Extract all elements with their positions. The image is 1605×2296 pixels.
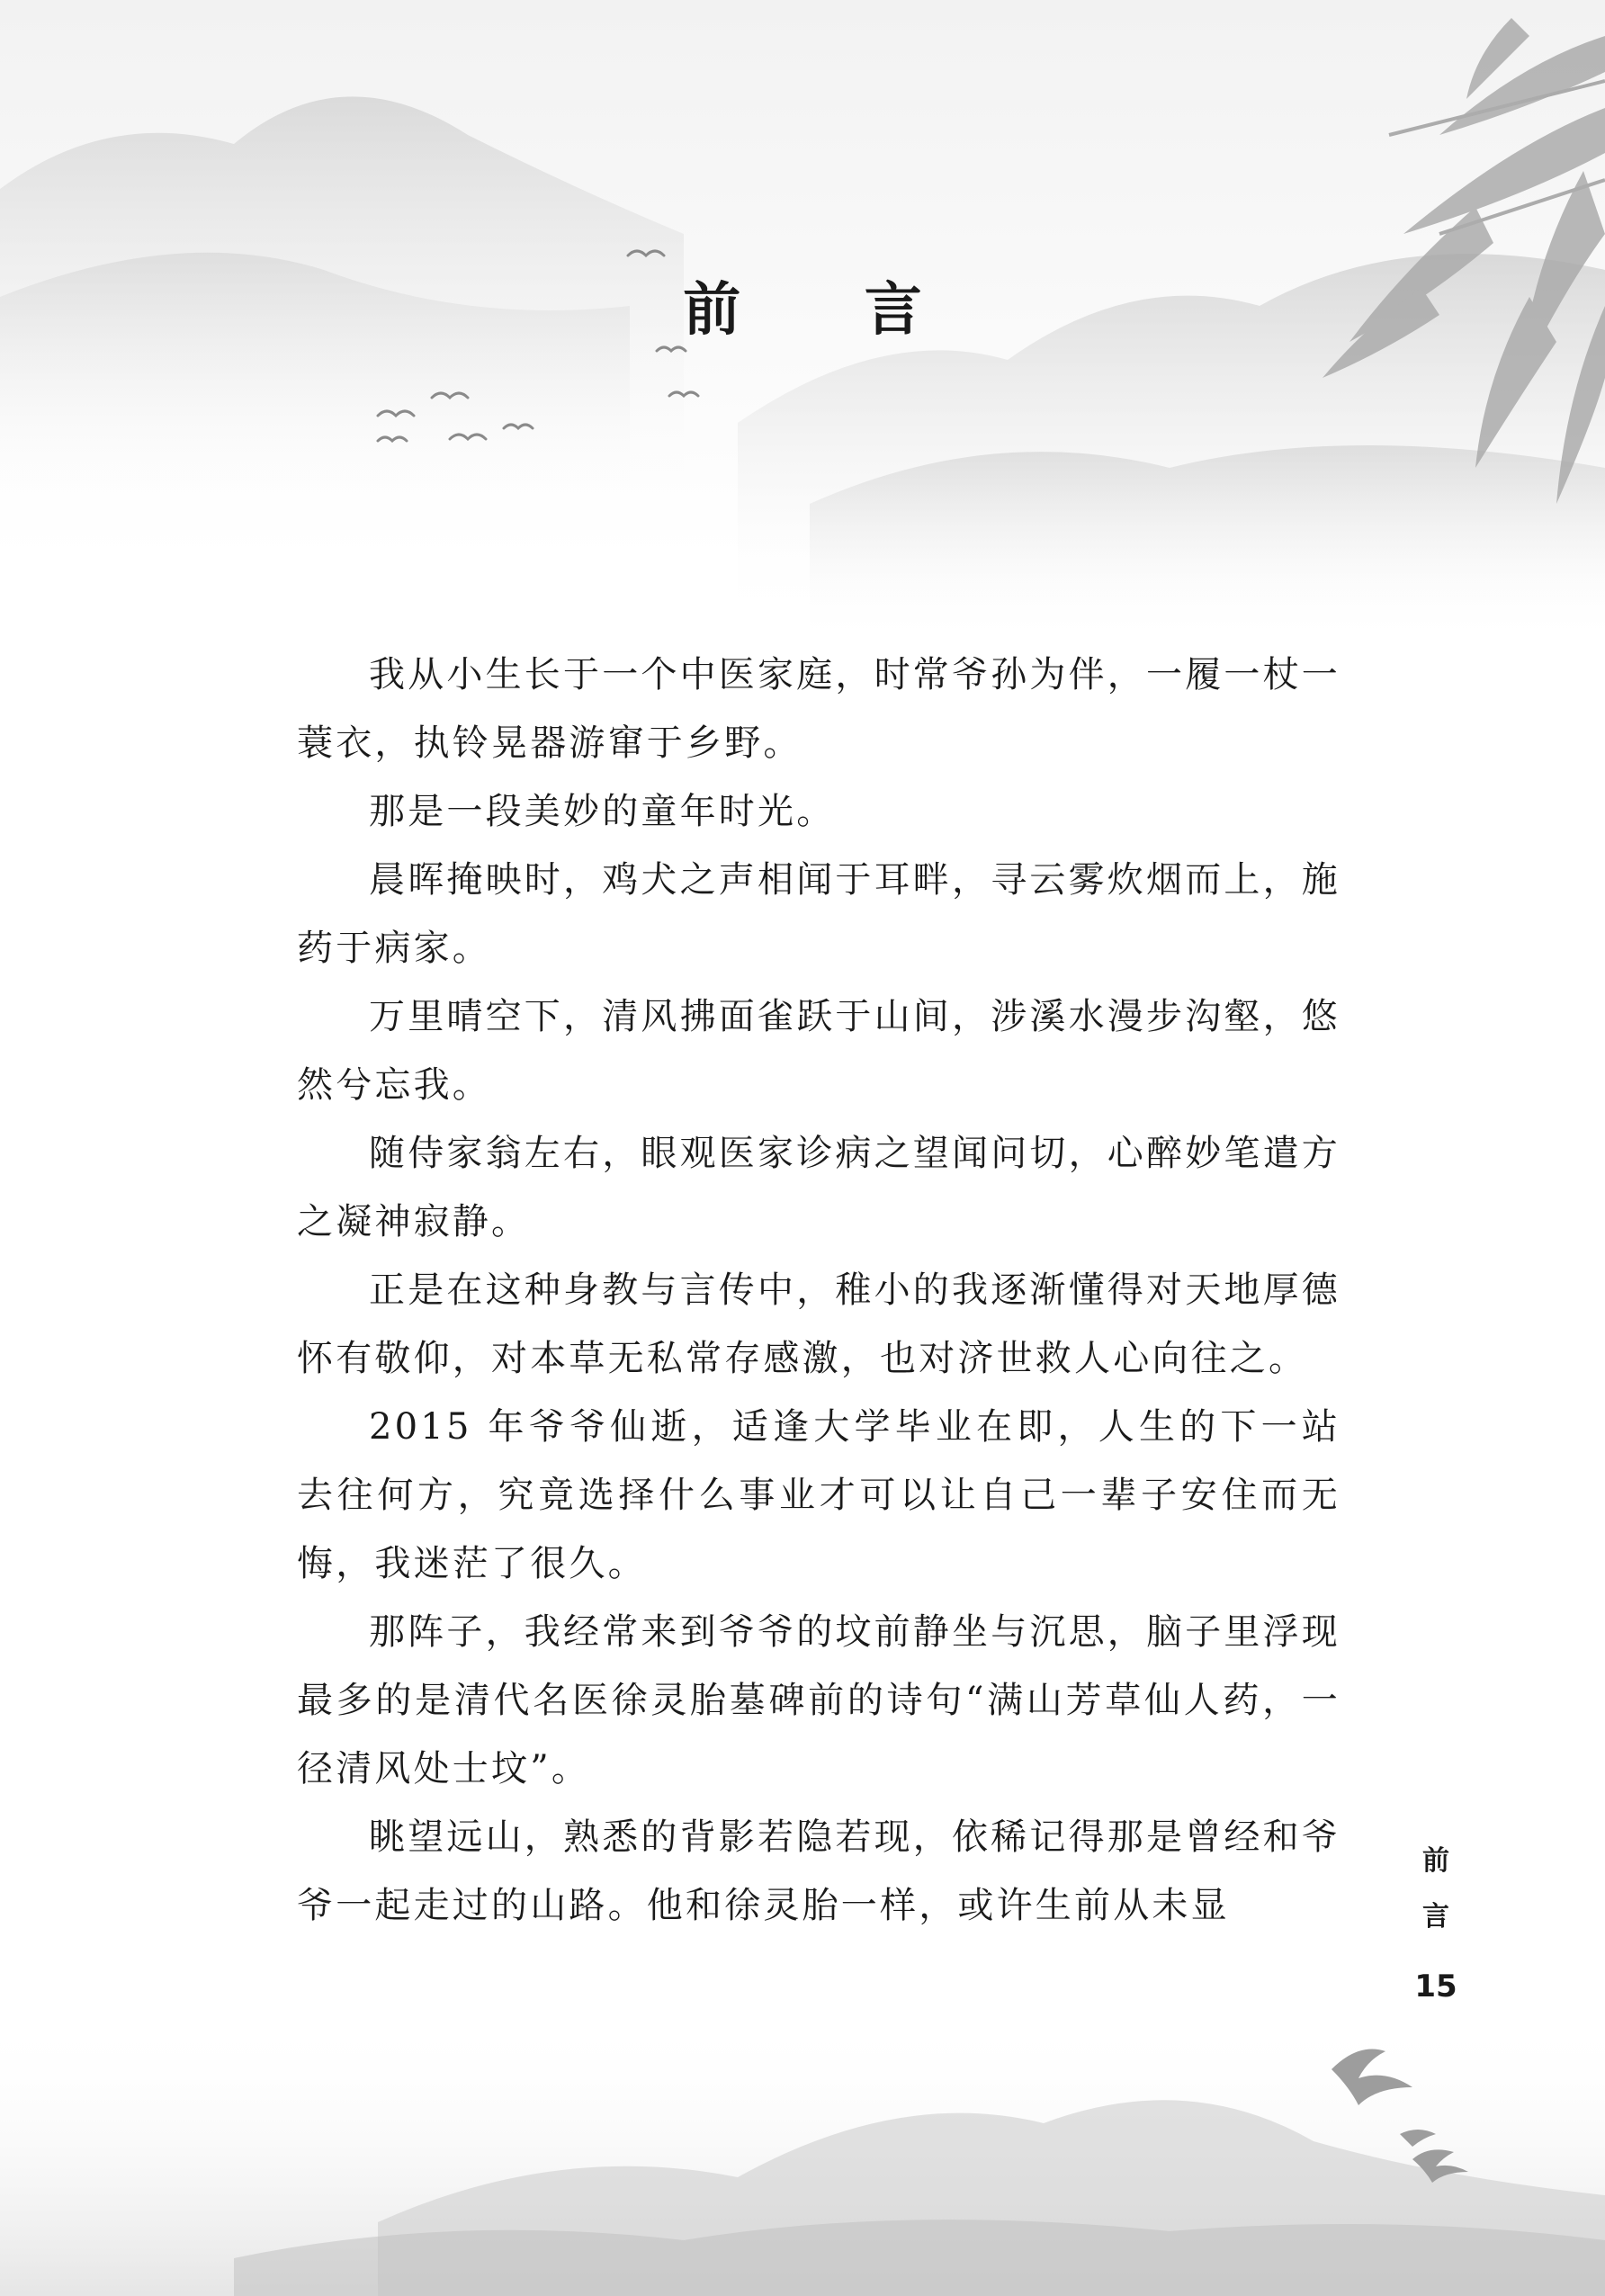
paragraph: 随侍家翁左右，眼观医家诊病之望闻问切，心醉妙笔遣方之凝神寂静。 [297, 1133, 1340, 1242]
paragraph: 那是一段美妙的童年时光。 [369, 791, 836, 832]
paragraph: 正是在这种身教与言传中，稚小的我逐渐懂得对天地厚德怀有敬仰，对本草无私常存感激，也对济世救人心向往之。 [297, 1269, 1340, 1379]
paragraph: 晨晖掩映时，鸡犬之声相闻于耳畔，寻云雾炊烟而上，施药于病家。 [297, 859, 1340, 969]
section-side-label [1418, 1834, 1454, 1945]
side-label-char: 言 [1422, 1901, 1449, 1933]
paragraph: 2015 年爷爷仙逝，适逢大学毕业在即，人生的下一站去往何方，究竟选择什么事业才可以让自己一辈子安住而无悔，我迷茫了很久。 [297, 1406, 1340, 1584]
paragraph: 那阵子，我经常来到爷爷的坟前静坐与沉思，脑子里浮现最多的是清代名医徐灵胎墓碑前的诗句“满山芳草仙人药，一径清风处士坟”。 [297, 1611, 1340, 1789]
paragraph: 我从小生长于一个中医家庭，时常爷孙为伴，一履一杖一蓑衣，执铃晃器游窜于乡野。 [297, 654, 1340, 764]
body-text [297, 641, 1340, 1940]
paragraph: 万里晴空下，清风拂面雀跃于山间，涉溪水漫步沟壑，悠然兮忘我。 [297, 996, 1340, 1106]
side-label-char: 前 [1422, 1845, 1449, 1877]
page-number: 15 [1414, 1969, 1457, 2005]
paragraph: 眺望远山，熟悉的背影若隐若现，依稀记得那是曾经和爷爷一起走过的山路。他和徐灵胎一样，或许生前从未显 [297, 1816, 1340, 1926]
side-label-text [1418, 1834, 1454, 1945]
page-title: 前 言 [683, 275, 974, 344]
